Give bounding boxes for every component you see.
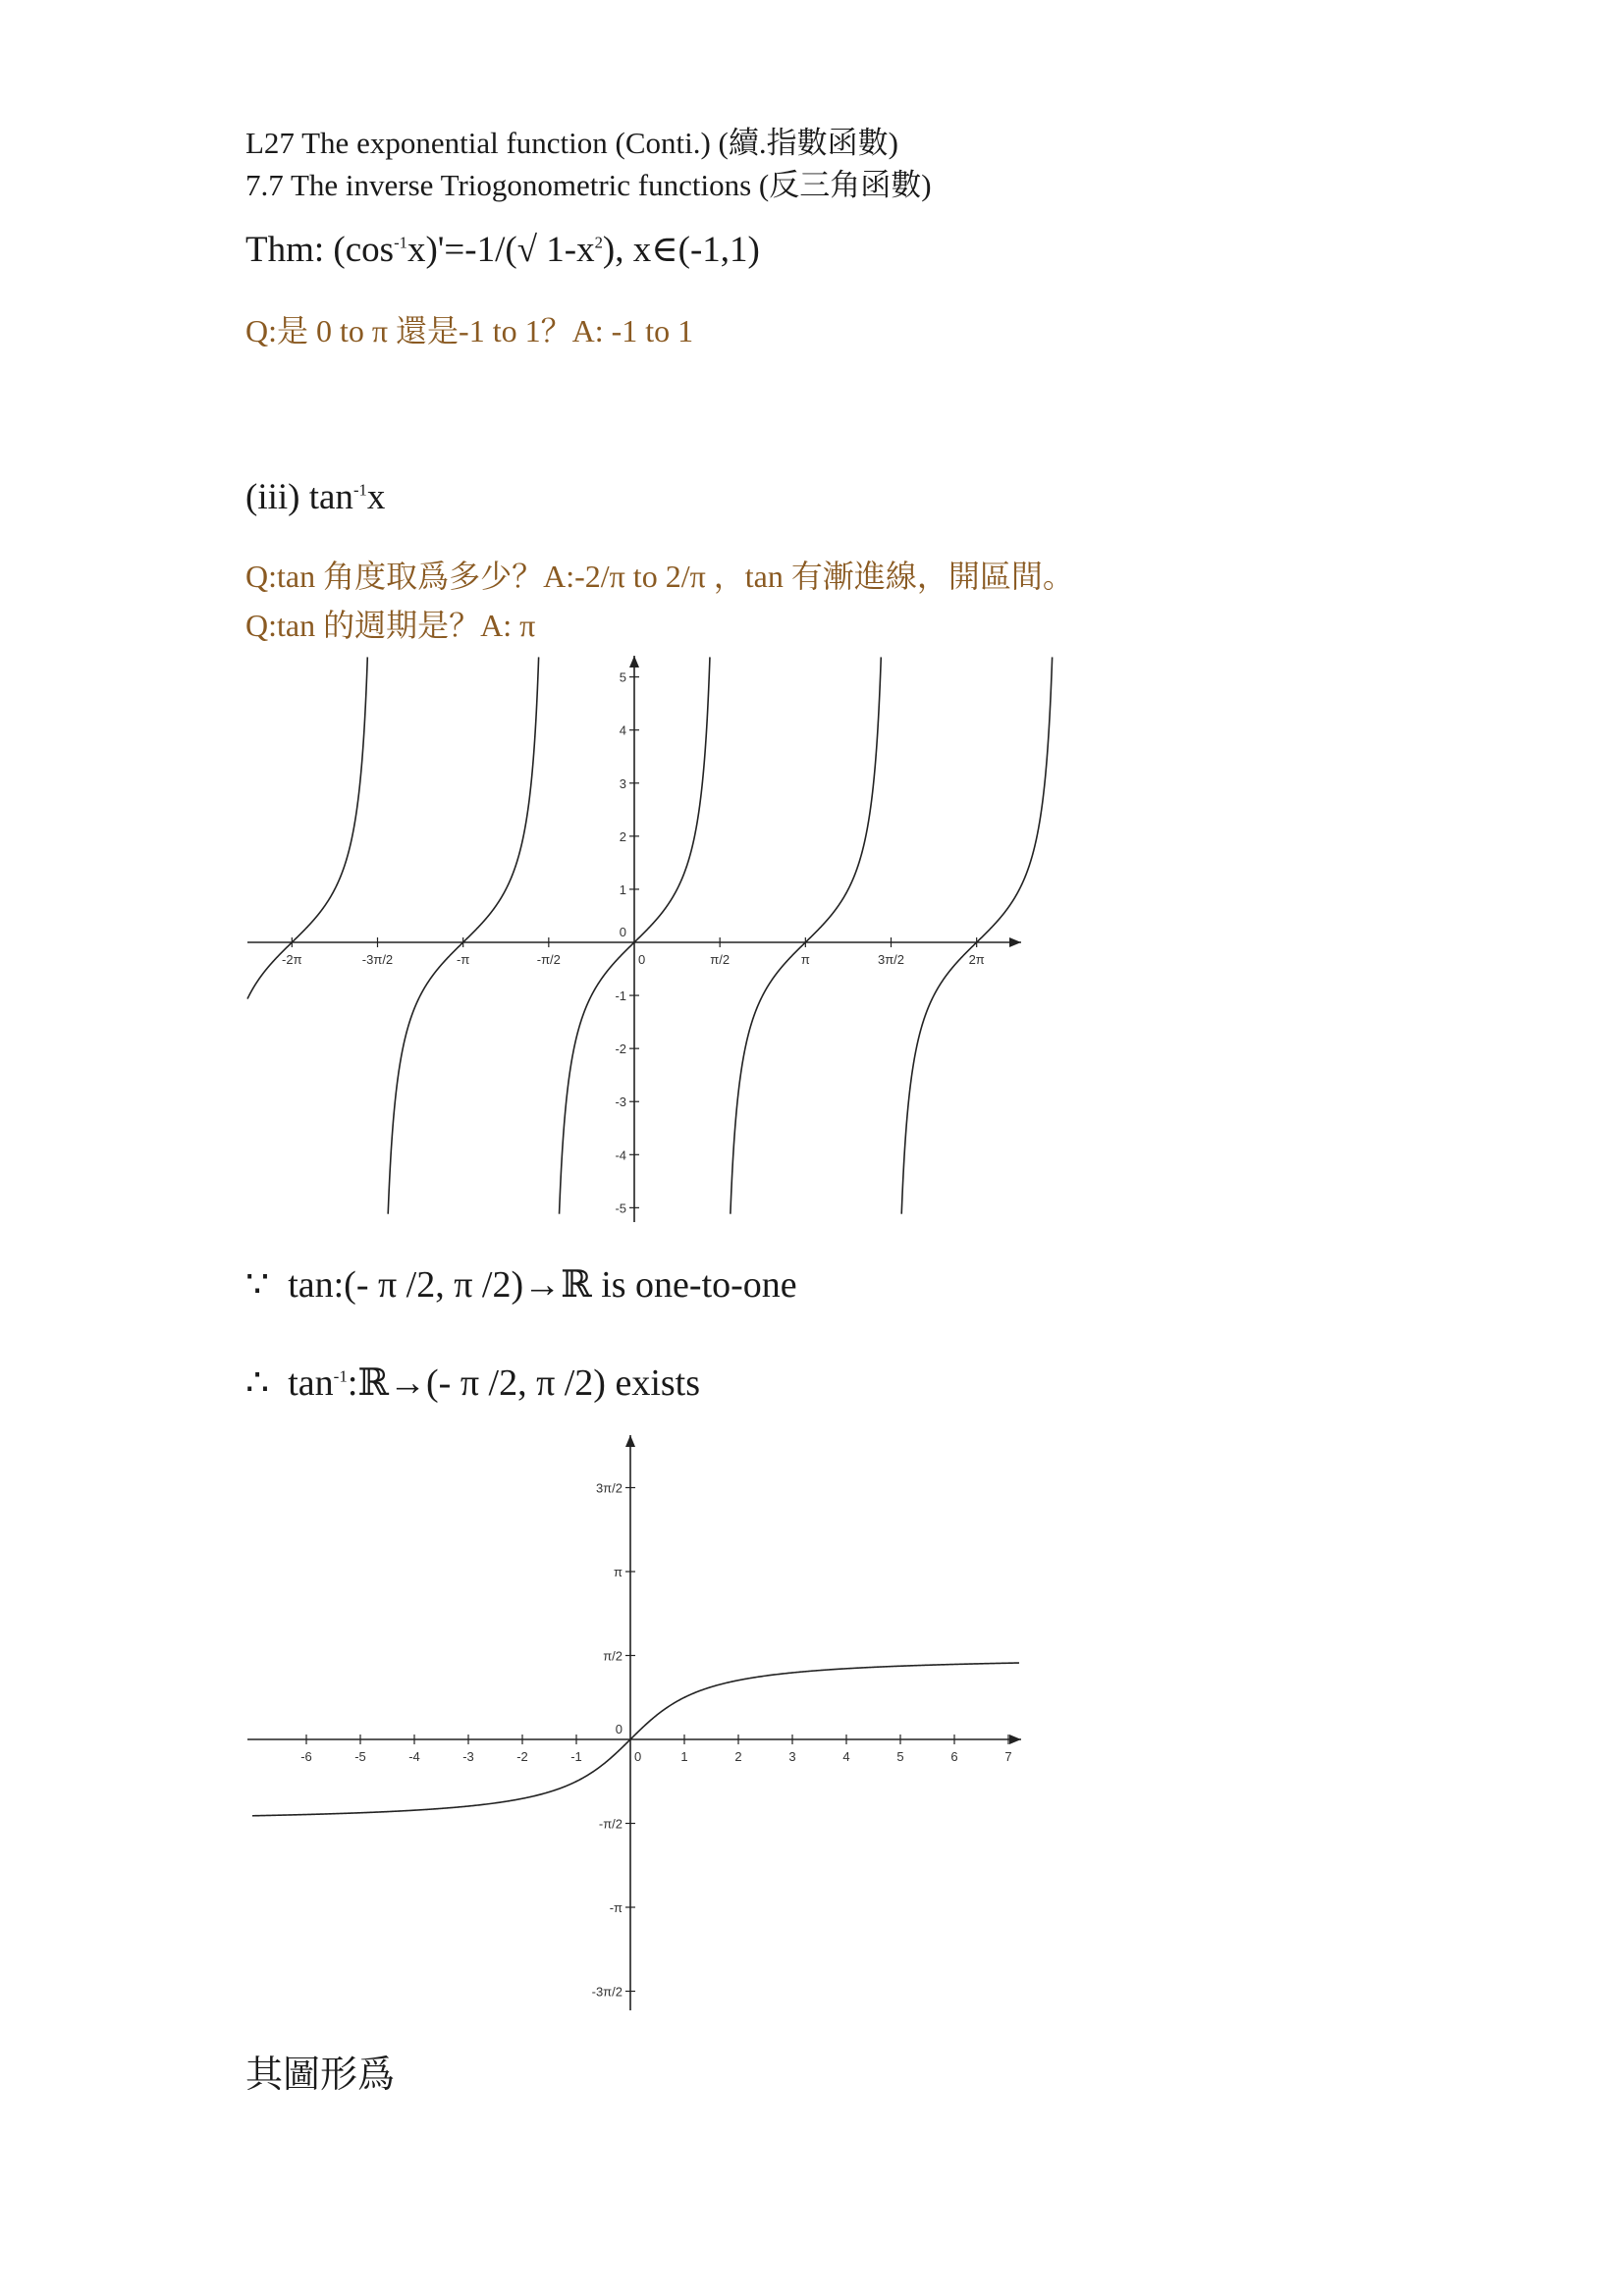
tan-x-tick-label: 2π — [968, 952, 985, 967]
tan-x-tick-label: -2π — [282, 952, 302, 967]
tan-y-tick-label: 0 — [619, 925, 626, 939]
tan-y-tick-label: -1 — [615, 988, 626, 1004]
theorem-suffix: ), x∈(-1,1) — [602, 230, 760, 270]
tan-y-axis-arrow — [629, 656, 639, 667]
arctan-x-axis-arrow — [1009, 1735, 1021, 1744]
question-2: Q:tan 角度取爲多少？A:-2/π to 2/π ，tan 有漸進線，開區間。 — [245, 559, 1074, 594]
tan-x-tick-label: π/2 — [710, 952, 731, 967]
tan-y-tick-label: 2 — [619, 828, 626, 844]
arctan-x-tick-label: -4 — [408, 1749, 420, 1764]
arctan-x-tick-label: -1 — [570, 1749, 582, 1764]
header-line-1: L27 The exponential function (Conti.) (續.指數函數) — [245, 126, 898, 160]
therefore-sup: -1 — [333, 1366, 348, 1386]
section-prefix: (iii) tan — [245, 477, 353, 517]
because-symbol: ∵ — [245, 1264, 270, 1306]
tan-y-tick-label: -2 — [615, 1041, 626, 1057]
tan-y-tick-label: 5 — [619, 669, 626, 685]
tan-x-tick-label: π — [800, 952, 810, 967]
tan-y-tick-label: 3 — [619, 775, 626, 791]
arctan-x-tick-label: 4 — [842, 1749, 850, 1764]
arctan-x-tick-label: -3 — [462, 1749, 474, 1764]
header-line-2: 7.7 The inverse Triogonometric functions (反三角函數) — [245, 168, 932, 202]
tan-x-tick-label: 0 — [638, 952, 646, 967]
tan-curve-branch — [247, 657, 367, 998]
because-statement — [245, 1262, 797, 1307]
arctan-y-tick-label: π/2 — [603, 1648, 623, 1664]
tan-x-tick-label: -π — [457, 952, 470, 967]
arctan-y-tick-label: π — [614, 1565, 623, 1579]
arctan-x-tick-label: 1 — [680, 1749, 688, 1764]
therefore-prefix: tan — [288, 1362, 334, 1404]
tan-x-tick-label: -3π/2 — [361, 952, 394, 967]
therefore-suffix: :ℝ→(- π /2, π /2) exists — [347, 1362, 701, 1404]
arctan-y-tick-label: -π — [609, 1900, 623, 1915]
question-1: Q:是 0 to π 還是-1 to 1？A: -1 to 1 — [245, 313, 694, 348]
theorem-prefix: Thm: (cos — [245, 230, 395, 270]
tan-curve-branch — [731, 657, 881, 1213]
theorem-mid: x)'=-1/(√ 1-x — [406, 230, 595, 270]
theorem-sup-2: 2 — [594, 233, 603, 252]
because-text: tan:(- π /2, π /2)→ℝ is one-to-one — [288, 1264, 797, 1306]
tan-y-tick-label: -3 — [615, 1095, 626, 1110]
arctan-x-tick-label: -6 — [300, 1749, 312, 1764]
tan-y-tick-label: 4 — [619, 722, 626, 738]
therefore-statement — [245, 1361, 700, 1405]
therefore-symbol: ∴ — [245, 1362, 270, 1404]
arctan-x-tick-label: -5 — [354, 1749, 366, 1764]
arctan-y-tick-label: -π/2 — [598, 1816, 623, 1832]
arctan-y-tick-label: 3π/2 — [595, 1480, 623, 1496]
footer-text: 其圖形爲 — [245, 2055, 396, 2096]
arctan-x-tick-label: 3 — [788, 1749, 796, 1764]
arctan-x-tick-label: -2 — [516, 1749, 528, 1764]
tan-x-tick-label: 3π/2 — [877, 952, 905, 967]
arctan-y-tick-label: -3π/2 — [591, 1984, 623, 2000]
tan-y-tick-label: 1 — [619, 881, 626, 897]
tan-y-tick-label: -5 — [615, 1201, 626, 1216]
arctan-x-tick-label: 5 — [896, 1749, 904, 1764]
arctan-x-tick-label: 0 — [634, 1749, 642, 1764]
arctan-x-tick-label: 6 — [950, 1749, 958, 1764]
section-suffix: x — [366, 477, 386, 517]
question-3: Q:tan 的週期是？A: π — [245, 608, 536, 643]
section-sup: -1 — [352, 480, 367, 500]
tan-curve-branch — [901, 657, 1052, 1213]
tan-curve-branch — [388, 657, 538, 1213]
arctan-x-tick-label: 7 — [1004, 1749, 1012, 1764]
arctan-x-tick-label: 2 — [734, 1749, 742, 1764]
arctan-y-tick-label: 0 — [615, 1722, 623, 1736]
theorem-sup-1: -1 — [394, 233, 407, 252]
tan-y-tick-label: -4 — [615, 1148, 626, 1163]
arctan-y-axis-arrow — [625, 1435, 635, 1447]
tan-x-axis-arrow — [1009, 937, 1021, 947]
tan-x-tick-label: -π/2 — [536, 952, 561, 967]
